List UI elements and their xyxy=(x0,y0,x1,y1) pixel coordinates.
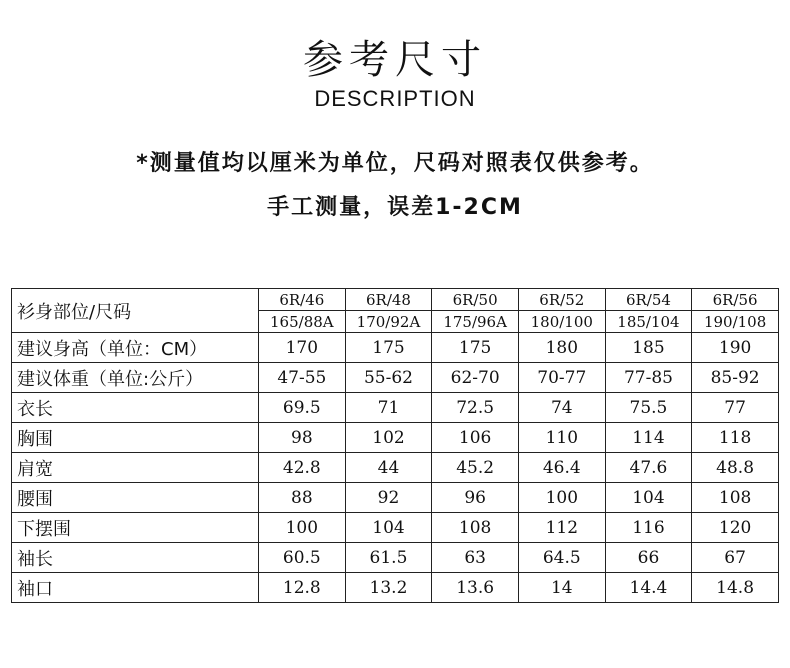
measurement-value: 92 xyxy=(345,483,432,513)
size-spec-cell: 170/92A xyxy=(345,311,432,333)
measurement-value: 69.5 xyxy=(259,393,346,423)
measurement-value: 96 xyxy=(432,483,519,513)
measurement-value: 14.8 xyxy=(692,573,779,603)
measurement-value: 100 xyxy=(259,513,346,543)
measurement-value: 190 xyxy=(692,333,779,363)
size-code-cell: 6R/48 xyxy=(345,289,432,311)
measurement-value: 60.5 xyxy=(259,543,346,573)
measurement-value: 46.4 xyxy=(518,453,605,483)
measurement-value: 70-77 xyxy=(518,363,605,393)
size-header-row xyxy=(12,289,779,311)
page-title: 参考尺寸 xyxy=(303,37,487,83)
measurement-value: 108 xyxy=(692,483,779,513)
measurement-value: 42.8 xyxy=(259,453,346,483)
measurement-value: 175 xyxy=(345,333,432,363)
measurement-value: 72.5 xyxy=(432,393,519,423)
size-code-cell: 6R/54 xyxy=(605,289,692,311)
measurement-row xyxy=(12,573,779,603)
page-subtitle: DESCRIPTION xyxy=(314,86,476,111)
measurement-value: 116 xyxy=(605,513,692,543)
measurement-value: 180 xyxy=(518,333,605,363)
measurement-value: 104 xyxy=(605,483,692,513)
measurement-row xyxy=(12,453,779,483)
measurement-value: 66 xyxy=(605,543,692,573)
measurement-value: 170 xyxy=(259,333,346,363)
measurement-value: 98 xyxy=(259,423,346,453)
measurement-value: 112 xyxy=(518,513,605,543)
measurement-row xyxy=(12,543,779,573)
measurement-value: 100 xyxy=(518,483,605,513)
measurement-row xyxy=(12,333,779,363)
measurement-value: 75.5 xyxy=(605,393,692,423)
measurement-row xyxy=(12,363,779,393)
measurement-value: 77-85 xyxy=(605,363,692,393)
measurement-value: 120 xyxy=(692,513,779,543)
measurement-row xyxy=(12,513,779,543)
measurement-value: 175 xyxy=(432,333,519,363)
measurement-label: 建议体重（单位:公斤） xyxy=(12,363,259,393)
measurement-label: 衣长 xyxy=(12,393,259,423)
measurement-label: 腰围 xyxy=(12,483,259,513)
measurement-value: 13.6 xyxy=(432,573,519,603)
size-spec-cell: 175/96A xyxy=(432,311,519,333)
size-code-cell: 6R/46 xyxy=(259,289,346,311)
measurement-value: 108 xyxy=(432,513,519,543)
corner-label: 衫身部位/尺码 xyxy=(12,289,259,333)
size-spec-cell: 180/100 xyxy=(518,311,605,333)
measurement-value: 45.2 xyxy=(432,453,519,483)
measurement-label: 下摆围 xyxy=(12,513,259,543)
measurement-value: 61.5 xyxy=(345,543,432,573)
size-spec-cell: 185/104 xyxy=(605,311,692,333)
measurement-value: 63 xyxy=(432,543,519,573)
measurement-value: 14 xyxy=(518,573,605,603)
size-chart-table xyxy=(11,288,779,603)
measurement-value: 13.2 xyxy=(345,573,432,603)
measurement-value: 64.5 xyxy=(518,543,605,573)
measurement-value: 104 xyxy=(345,513,432,543)
measurement-value: 48.8 xyxy=(692,453,779,483)
measurement-value: 118 xyxy=(692,423,779,453)
measurement-value: 55-62 xyxy=(345,363,432,393)
measurement-value: 85-92 xyxy=(692,363,779,393)
measurement-row xyxy=(12,393,779,423)
measurement-value: 14.4 xyxy=(605,573,692,603)
measurement-row xyxy=(12,483,779,513)
measurement-label: 建议身高（单位：CM） xyxy=(12,333,259,363)
measurement-label: 胸围 xyxy=(12,423,259,453)
measurement-label: 袖口 xyxy=(12,573,259,603)
measurement-value: 102 xyxy=(345,423,432,453)
measurement-value: 44 xyxy=(345,453,432,483)
size-code-cell: 6R/52 xyxy=(518,289,605,311)
measurement-label: 袖长 xyxy=(12,543,259,573)
measurement-value: 12.8 xyxy=(259,573,346,603)
measurement-value: 88 xyxy=(259,483,346,513)
measurement-value: 114 xyxy=(605,423,692,453)
measurement-value: 185 xyxy=(605,333,692,363)
measurement-value: 67 xyxy=(692,543,779,573)
measurement-value: 71 xyxy=(345,393,432,423)
tolerance-note: 手工测量，误差1-2CM xyxy=(267,195,523,220)
measurement-value: 74 xyxy=(518,393,605,423)
measurement-row xyxy=(12,423,779,453)
size-spec-cell: 190/108 xyxy=(692,311,779,333)
size-code-cell: 6R/50 xyxy=(432,289,519,311)
measurement-value: 110 xyxy=(518,423,605,453)
measurement-note: *测量值均以厘米为单位，尺码对照表仅供参考。 xyxy=(136,151,654,176)
measurement-value: 106 xyxy=(432,423,519,453)
measurement-value: 62-70 xyxy=(432,363,519,393)
measurement-label: 肩宽 xyxy=(12,453,259,483)
size-code-cell: 6R/56 xyxy=(692,289,779,311)
size-spec-cell: 165/88A xyxy=(259,311,346,333)
measurement-value: 47-55 xyxy=(259,363,346,393)
measurement-value: 47.6 xyxy=(605,453,692,483)
measurement-value: 77 xyxy=(692,393,779,423)
